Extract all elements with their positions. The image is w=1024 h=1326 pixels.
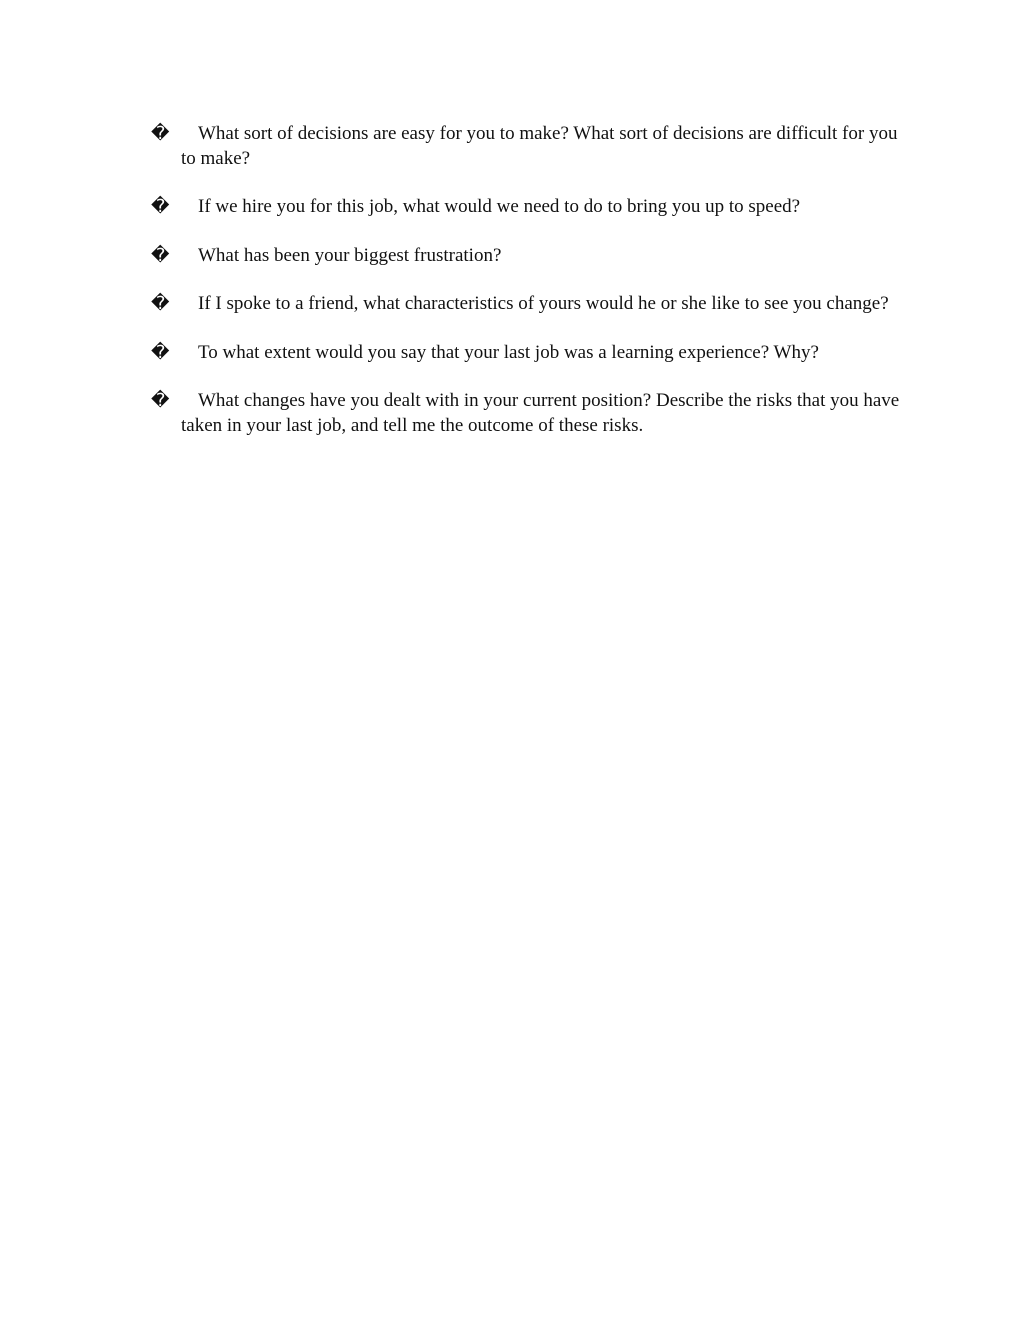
replacement-character-icon: �	[151, 293, 170, 314]
list-item	[152, 244, 912, 269]
question-text: What changes have you dealt with in your current position? Describe the risks that you have taken in your last job, and tell me the outcome of these risks.	[181, 390, 900, 436]
list-item	[152, 195, 912, 220]
question-list	[152, 122, 912, 462]
replacement-character-icon: �	[151, 390, 170, 411]
list-item	[152, 292, 912, 317]
replacement-character-icon: �	[151, 196, 170, 217]
list-item	[152, 122, 912, 171]
question-text: To what extent would you say that your last job was a learning experience? Why?	[198, 341, 819, 363]
list-item	[152, 389, 912, 438]
replacement-character-icon: �	[151, 341, 170, 363]
question-text: What has been your biggest frustration?	[198, 244, 502, 266]
question-text: If I spoke to a friend, what characteristics of yours would he or she like to see you change?	[198, 293, 889, 314]
replacement-character-icon: �	[151, 123, 170, 144]
list-item	[152, 341, 912, 366]
question-text: If we hire you for this job, what would we need to do to bring you up to speed?	[198, 196, 801, 217]
replacement-character-icon: �	[151, 244, 170, 266]
question-text: What sort of decisions are easy for you to make? What sort of decisions are difficult for you to make?	[181, 123, 898, 169]
